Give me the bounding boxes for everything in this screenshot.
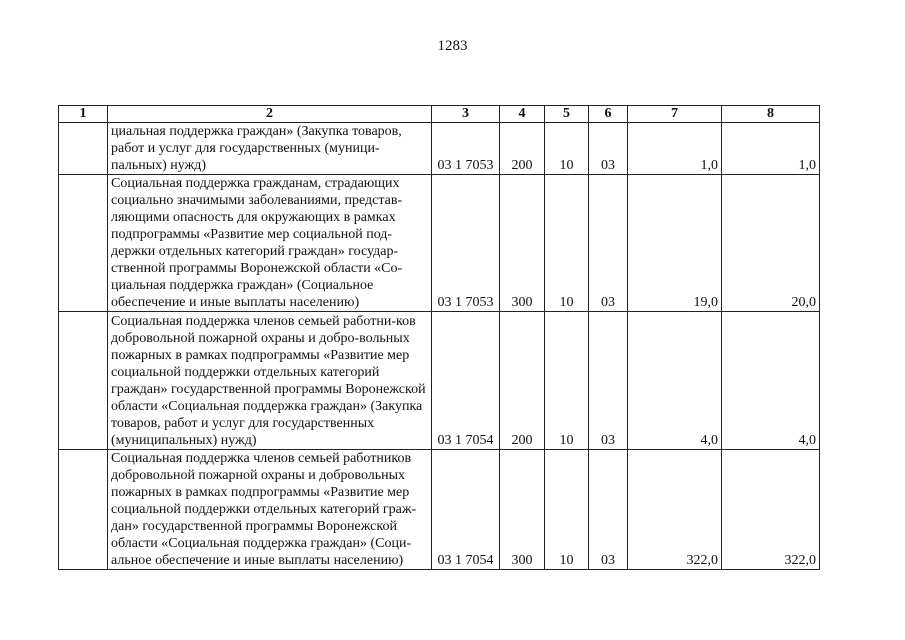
year1-amount-cell: 322,0 <box>628 450 722 570</box>
table-row <box>59 312 820 450</box>
year2-amount-cell: 20,0 <box>722 175 820 312</box>
description-cell: Социальная поддержка гражданам, страдающих социально значимыми заболеваниями, представ-ляющими опасность для окружающих в рамках подпрограммы «Развитие мер социальной под-держки отдельных категорий граждан» государ-ственной программы Воронежской области «Со-циальная поддержка граждан» (Социальное обеспечение и иные выплаты населению) <box>108 175 432 312</box>
program-code-cell: 03 1 7053 <box>432 123 500 175</box>
year1-amount-cell: 1,0 <box>628 123 722 175</box>
header-col-2: 2 <box>108 106 432 123</box>
page-number: 1283 <box>437 38 468 54</box>
year1-amount-cell: 4,0 <box>628 312 722 450</box>
year2-amount-cell: 322,0 <box>722 450 820 570</box>
row-number-cell <box>59 123 108 175</box>
expense-type-cell: 300 <box>500 450 545 570</box>
subsection-cell: 03 <box>589 312 628 450</box>
program-code-cell: 03 1 7054 <box>432 312 500 450</box>
header-row <box>59 106 820 123</box>
description-cell: циальная поддержка граждан» (Закупка товаров, работ и услуг для государственных (муници-пальных) нужд) <box>108 123 432 175</box>
budget-table <box>58 105 820 570</box>
row-number-cell <box>59 450 108 570</box>
program-code-cell: 03 1 7054 <box>432 450 500 570</box>
row-number-cell <box>59 312 108 450</box>
section-cell: 10 <box>545 450 589 570</box>
expense-type-cell: 300 <box>500 175 545 312</box>
table-row <box>59 175 820 312</box>
expense-type-cell: 200 <box>500 123 545 175</box>
subsection-cell: 03 <box>589 175 628 312</box>
description-cell: Социальная поддержка членов семьей работни-ков добровольной пожарной охраны и добро-вольных пожарных в рамках подпрограммы «Развитие мер социальной поддержки отдельных категорий граждан» государственной программы Воронежской области «Социальная поддержка граждан» (Закупка товаров, работ и услуг для государственных (муниципальных) нужд) <box>108 312 432 450</box>
section-cell: 10 <box>545 175 589 312</box>
section-cell: 10 <box>545 123 589 175</box>
program-code-cell: 03 1 7053 <box>432 175 500 312</box>
row-number-cell <box>59 175 108 312</box>
header-col-1: 1 <box>59 106 108 123</box>
subsection-cell: 03 <box>589 123 628 175</box>
year2-amount-cell: 1,0 <box>722 123 820 175</box>
header-col-4: 4 <box>500 106 545 123</box>
table-row <box>59 450 820 570</box>
header-col-8: 8 <box>722 106 820 123</box>
table-row <box>59 123 820 175</box>
expense-type-cell: 200 <box>500 312 545 450</box>
section-cell: 10 <box>545 312 589 450</box>
subsection-cell: 03 <box>589 450 628 570</box>
year1-amount-cell: 19,0 <box>628 175 722 312</box>
description-cell: Социальная поддержка членов семьей работников добровольной пожарной охраны и добровольных пожарных в рамках подпрограммы «Развитие мер социальной поддержки отдельных категорий граж-дан» государственной программы Воронежской области «Социальная поддержка граждан» (Соци-альное обеспечение и иные выплаты населению) <box>108 450 432 570</box>
year2-amount-cell: 4,0 <box>722 312 820 450</box>
header-col-5: 5 <box>545 106 589 123</box>
header-col-6: 6 <box>589 106 628 123</box>
header-col-3: 3 <box>432 106 500 123</box>
header-col-7: 7 <box>628 106 722 123</box>
